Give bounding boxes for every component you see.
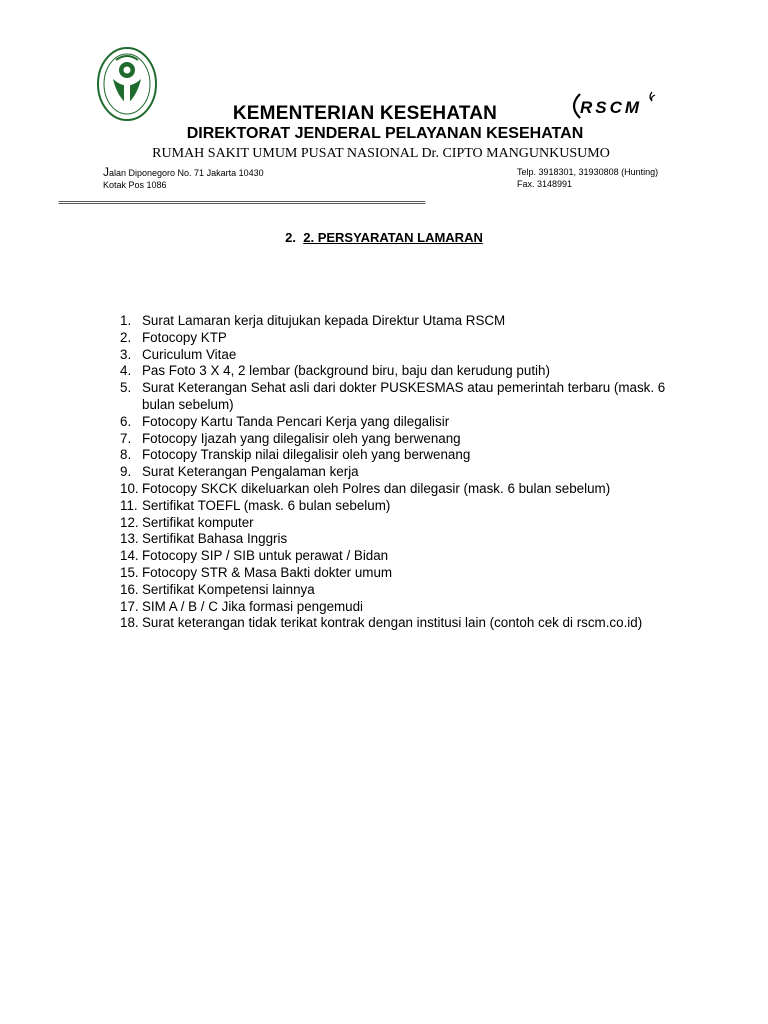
hospital-name: RUMAH SAKIT UMUM PUSAT NASIONAL Dr. CIPTO MANGUNKUSUMO [152,146,610,161]
list-item-text: Surat Keterangan Pengalaman kerja [142,464,359,480]
list-item-text: Sertifikat Kompetensi lainnya [142,581,315,597]
list-item-number: 13. [120,531,139,547]
list-item-number: 2. [120,329,132,345]
phone-number: Telp. 3918301, 31930808 (Hunting) [517,167,659,177]
list-item-number: 3. [120,346,132,362]
list-item [120,313,680,330]
requirements-list [120,313,680,632]
directorate-title: DIREKTORAT JENDERAL PELAYANAN KESEHATAN [186,125,584,142]
list-item [120,363,680,380]
list-item-number: 12. [120,514,139,530]
list-item-text: Surat keterangan tidak terikat kontrak dengan institusi lain (contoh cek di rscm.co.id) [142,615,643,631]
list-item [120,582,680,599]
list-item-number: 7. [120,430,132,446]
list-item [120,447,680,464]
address-line-2: Kotak Pos 1086 [103,180,167,190]
address-initial: J [103,165,109,179]
list-item-text: Fotocopy Ijazah yang dilegalisir oleh yang berwenang [142,430,461,446]
list-item-text: Sertifikat TOEFL (mask. 6 bulan sebelum) [142,497,391,513]
list-item [120,330,680,347]
section-heading [0,230,768,245]
list-item-number: 18. [120,615,139,631]
list-item [120,498,680,515]
list-item-number: 14. [120,548,139,564]
list-item-number: 9. [120,464,132,480]
list-item-number: 17. [120,598,139,614]
header-divider: ========================================================================================================================== [58,199,425,208]
list-item-text: Sertifikat komputer [142,514,254,530]
list-item [120,548,680,565]
svg-text:RSCM: RSCM [580,98,643,117]
list-item [120,431,680,448]
list-item-number: 8. [120,447,132,463]
list-item-number: 11. [120,497,138,513]
list-item [120,531,680,548]
section-number: 2. [285,230,296,245]
list-item-text: Fotocopy Kartu Tanda Pencari Kerja yang dilegalisir [142,413,450,429]
list-item-number: 5. [120,380,132,396]
list-item-text: Surat Lamaran kerja ditujukan kepada Direktur Utama RSCM [142,313,506,328]
list-item-number: 16. [120,581,139,597]
list-item [120,464,680,481]
list-item-text: Fotocopy KTP [142,329,227,345]
list-item-number: 1. [120,313,132,328]
list-item-text: Fotocopy SKCK dikeluarkan oleh Polres dan dilegasir (mask. 6 bulan sebelum) [142,480,611,496]
list-item-text: SIM A / B / C Jika formasi pengemudi [142,598,364,614]
address-street: alan Diponegoro No. 71 Jakarta 10430 [109,168,264,178]
list-item [120,414,680,431]
address-line-1 [103,166,264,179]
list-item-number: 6. [120,413,132,429]
list-item [120,347,680,364]
list-item [120,481,680,498]
address-block [103,166,264,191]
list-item [120,380,680,414]
list-item [120,515,680,532]
list-item-number: 10. [120,480,139,496]
contact-block [517,166,658,190]
list-item [120,565,680,582]
list-item-text: Fotocopy Transkip nilai dilegalisir oleh yang berwenang [142,447,471,463]
list-item-text: Sertifikat Bahasa Inggris [142,531,288,547]
list-item-text: Fotocopy STR & Masa Bakti dokter umum [142,564,393,580]
list-item-number: 15. [120,564,139,580]
section-title: 2. PERSYARATAN LAMARAN [303,230,483,245]
list-item [120,615,680,632]
ministry-title: KEMENTERIAN KESEHATAN [232,103,498,124]
list-item-text: Pas Foto 3 X 4, 2 lembar (background biru, baju dan kerudung putih) [142,363,550,379]
list-item-text: Curiculum Vitae [142,346,237,362]
list-item-text: Surat Keterangan Sehat asli dari dokter PUSKESMAS atau pemerintah terbaru (mask. 6 bulan sebelum) [142,380,666,412]
list-item-text: Fotocopy SIP / SIB untuk perawat / Bidan [142,548,389,564]
list-item-number: 4. [120,363,132,379]
list-item [120,599,680,616]
fax-number: Fax. 3148991 [517,179,573,189]
